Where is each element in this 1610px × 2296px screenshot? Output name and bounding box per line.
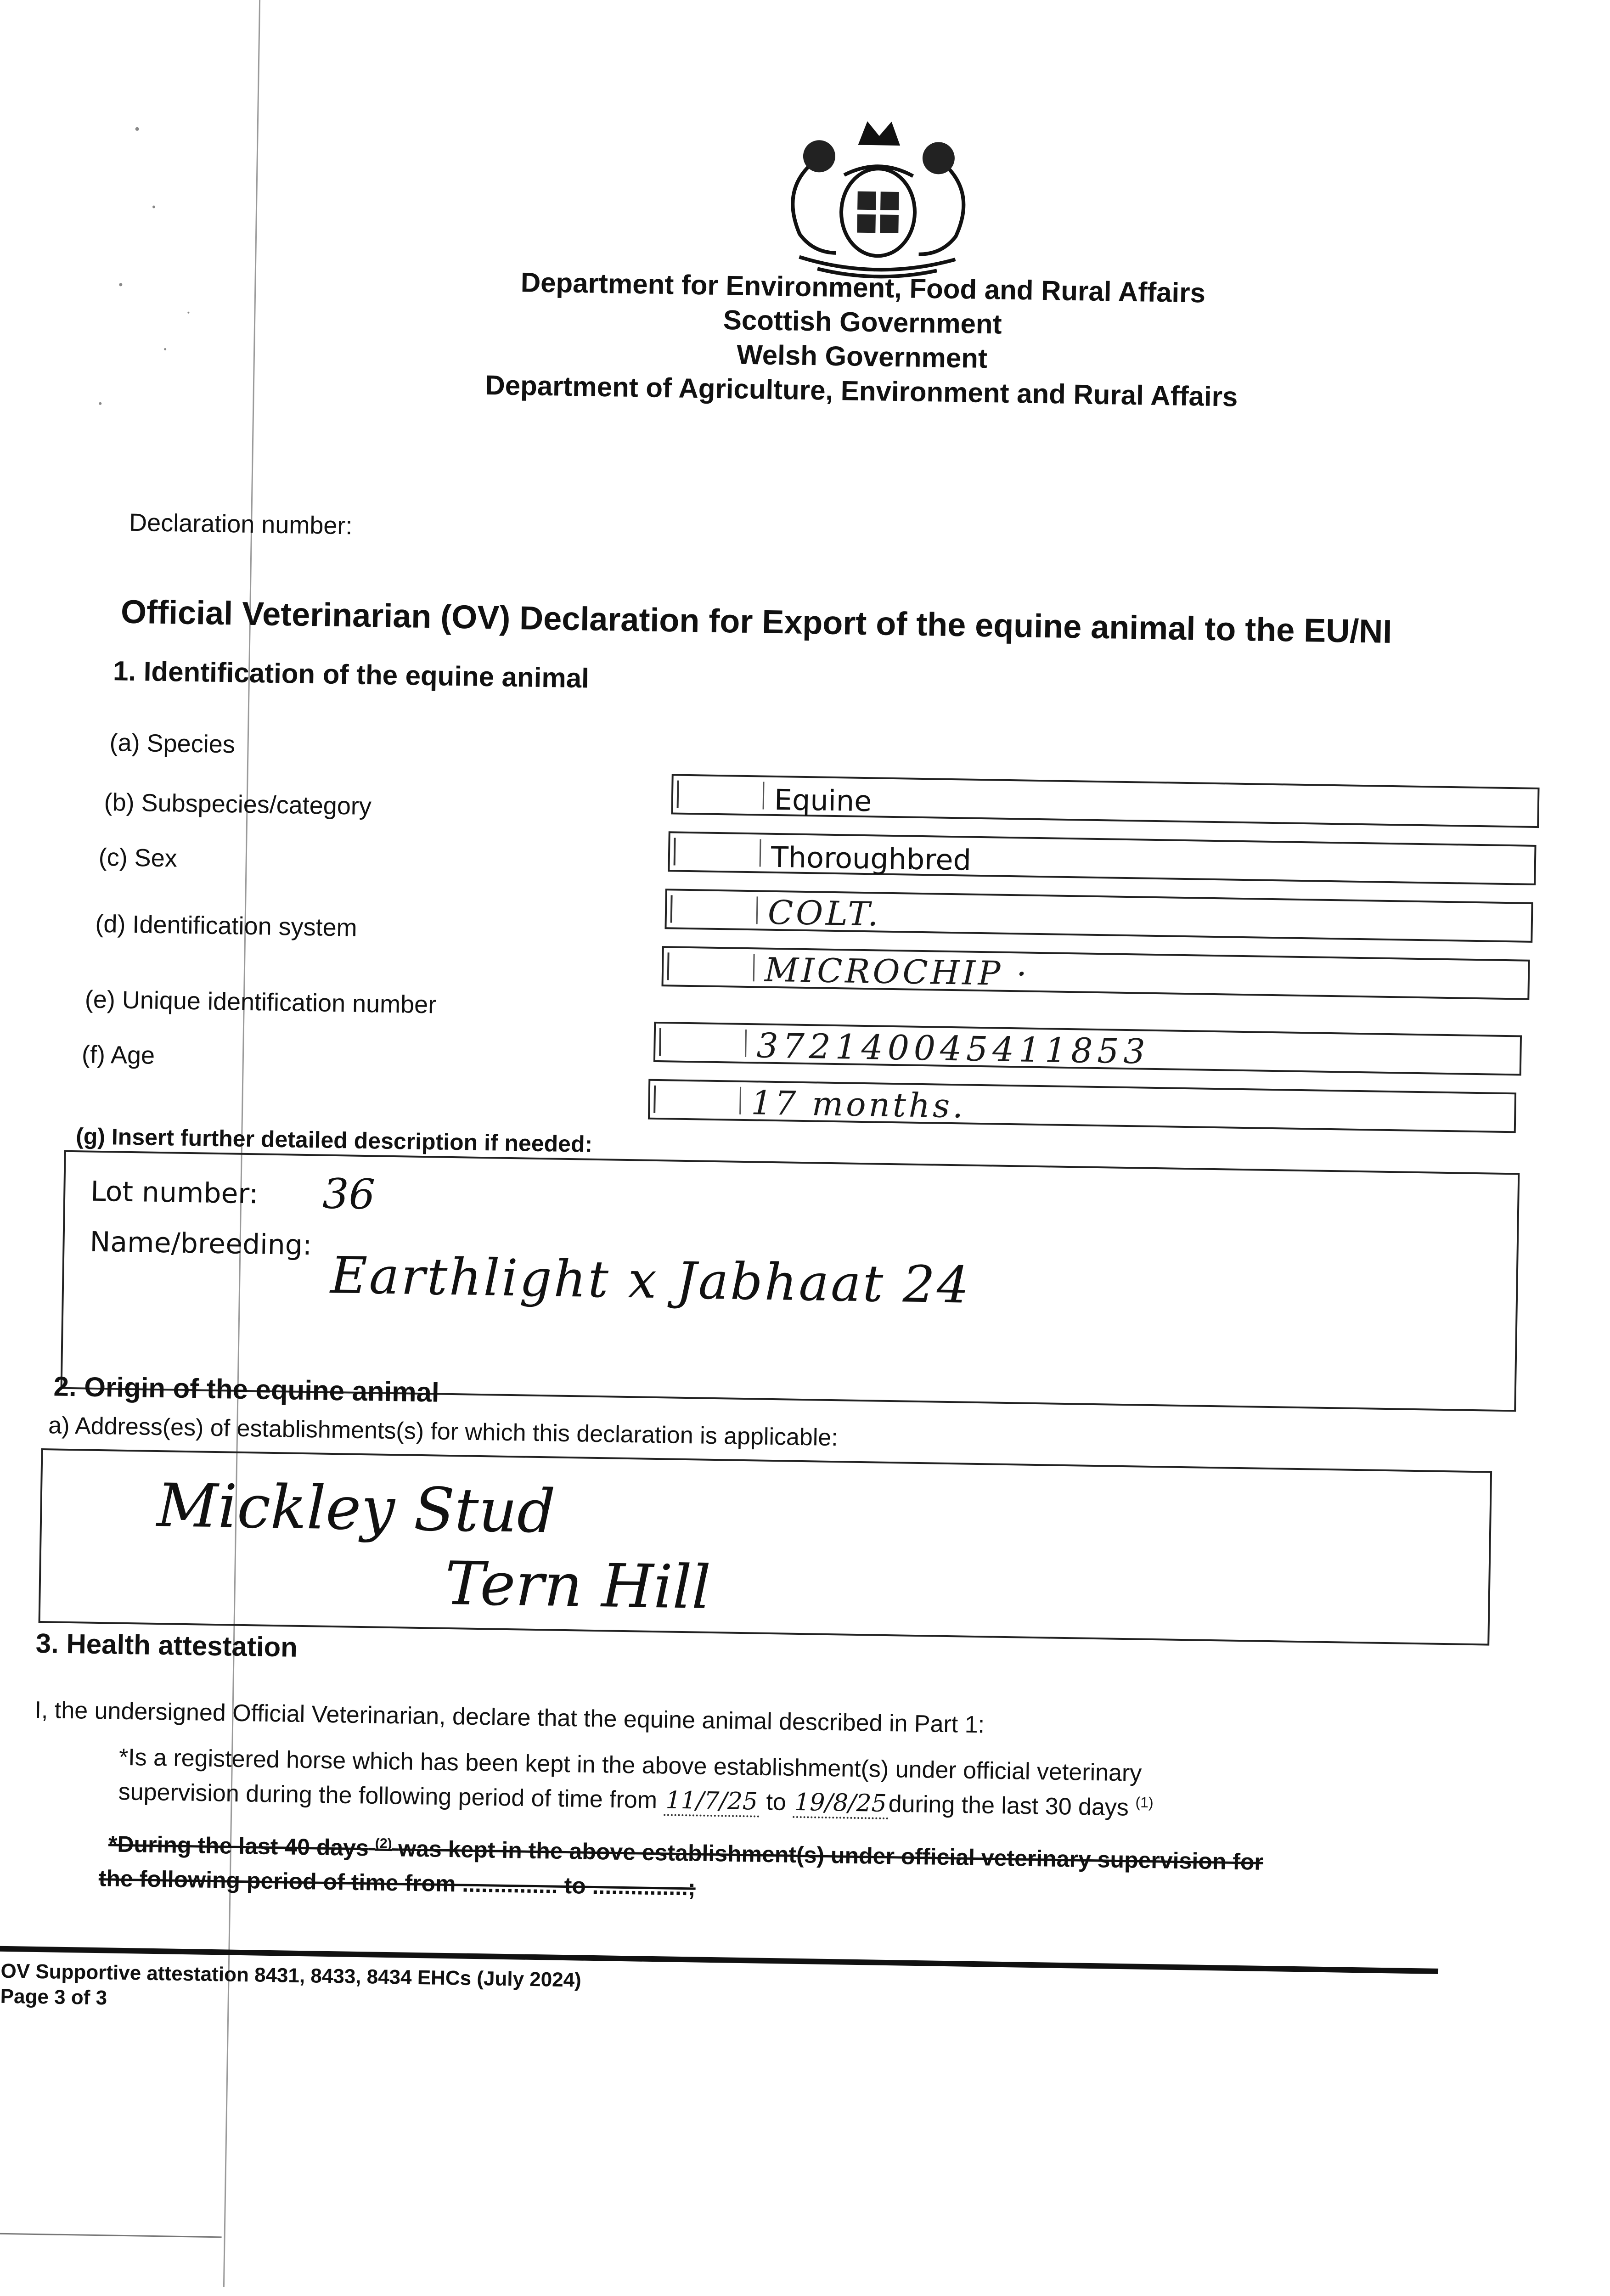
health-para1-line1: *Is a registered horse which has been kept in the above establishment(s) under official veterinary [118, 1744, 1142, 1787]
page-total: 3 [96, 1986, 107, 2009]
header-dept2: Scottish Government [723, 304, 1002, 340]
scan-speck [135, 127, 139, 131]
para1-period-text: supervision during the following period of time from [118, 1778, 658, 1814]
section3-heading: 3. Health attestation [35, 1627, 298, 1663]
address-box[interactable] [39, 1448, 1492, 1646]
species-value: Equine [774, 782, 872, 818]
header-dept3: Welsh Government [736, 339, 988, 374]
address-label: a) Address(es) of establishments(s) for which this declaration is applicable: [48, 1412, 839, 1452]
lot-number-value: 36 [322, 1170, 376, 1219]
scan-bottom-line [0, 2233, 222, 2238]
from-date[interactable]: 11/7/25 [664, 1787, 760, 1818]
name-breeding-value: Earthlight x Jabhaat 24 [330, 1245, 971, 1315]
further-description-box[interactable] [61, 1150, 1520, 1412]
page-current: 3 [54, 1986, 66, 2009]
royal-coat-of-arms-icon [767, 105, 990, 287]
header-dept1: Department for Environment, Food and Rural Affairs [520, 267, 1206, 309]
further-description-label: (g) Insert further detailed description if needed: [75, 1123, 593, 1157]
scan-speck [152, 205, 155, 208]
unique-id-value: 372140045411853 [756, 1026, 1150, 1072]
section2-heading: 2. Origin of the equine animal [53, 1371, 440, 1408]
scan-speck [119, 283, 122, 286]
scan-speck [99, 402, 101, 405]
sex-value: COLT. [767, 893, 882, 934]
health-intro: I, the undersigned Official Veterinarian, declare that the equine animal described in Part 1: [34, 1696, 985, 1739]
of-label: of [71, 1986, 90, 2009]
age-label: (f) Age [81, 1041, 155, 1069]
para1-last-days: during the last 30 days [888, 1790, 1129, 1821]
sex-field[interactable] [664, 889, 1533, 943]
header-dept4: Department of Agriculture, Environment and Rural Affairs [484, 369, 1238, 412]
to-word: to [766, 1789, 787, 1816]
page-title: Official Veterinarian (OV) Declaration for Export of the equine animal to the EU/NI [120, 593, 1392, 650]
scan-speck [164, 348, 166, 350]
subspecies-label: (b) Subspecies/category [104, 788, 372, 821]
para2-text-a: *During the last 40 days [108, 1831, 369, 1861]
age-value: 17 months. [750, 1083, 966, 1125]
declaration-number-label: Declaration number: [129, 508, 353, 540]
subspecies-value: Thoroughbred [771, 840, 972, 877]
unique-id-field[interactable] [653, 1022, 1522, 1076]
identification-system-label: (d) Identification system [95, 910, 358, 942]
footer-attestation: OV Supportive attestation 8431, 8433, 8434 EHCs (July 2024) [0, 1959, 582, 1992]
identification-system-value: MICROCHIP · [764, 950, 1030, 993]
unique-id-label: (e) Unique identification number [84, 985, 437, 1019]
section1-heading: 1. Identification of the equine animal [113, 655, 590, 694]
page-label: Page [0, 1985, 49, 2009]
age-field[interactable] [648, 1079, 1516, 1133]
para2-text-b: was kept in the above establishment(s) under official veterinary supervision for [398, 1835, 1264, 1875]
health-para2-line2: the following period of time from ............... to ...............; [98, 1865, 696, 1901]
scan-speck [187, 312, 189, 314]
sex-label: (c) Sex [98, 843, 178, 872]
para2-footnote-ref: (2) [375, 1835, 392, 1851]
species-label: (a) Species [109, 729, 236, 759]
para1-footnote-ref: (1) [1135, 1794, 1154, 1811]
species-field[interactable] [671, 774, 1539, 828]
subspecies-field[interactable] [668, 831, 1536, 885]
identification-system-field[interactable] [661, 946, 1530, 1000]
lot-number-label: Lot number: [90, 1175, 259, 1210]
address-line2: Tern Hill [444, 1548, 711, 1622]
footer-page-number [0, 1985, 107, 2010]
address-line1: Mickley Stud [156, 1470, 556, 1547]
name-breeding-label: Name/breeding: [90, 1226, 312, 1262]
to-date[interactable]: 19/8/25 [793, 1789, 889, 1819]
